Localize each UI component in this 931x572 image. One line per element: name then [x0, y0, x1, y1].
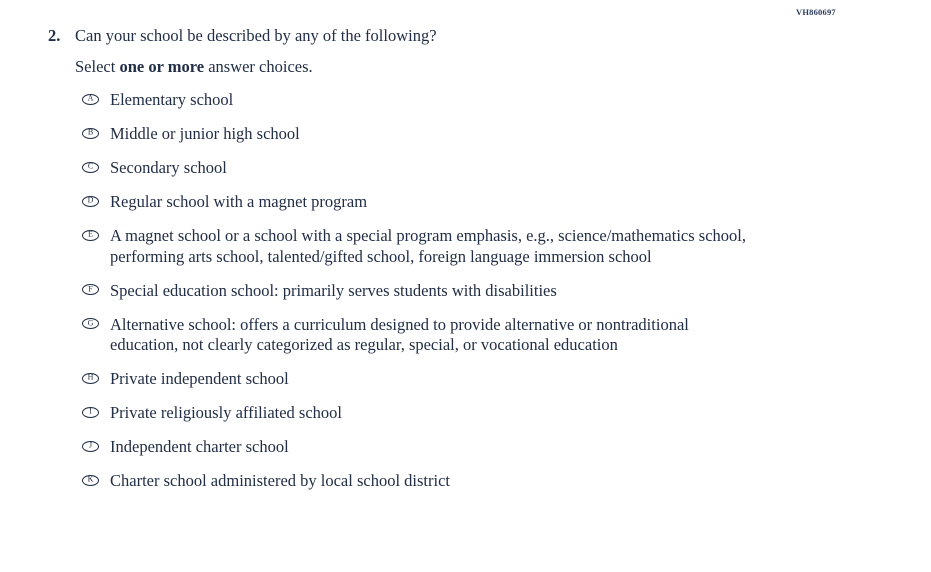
option-label: Special education school: primarily serves students with disabilities [110, 280, 557, 300]
answer-bubble-icon[interactable] [82, 475, 99, 486]
answer-bubble-icon[interactable] [82, 196, 99, 207]
bubble-letter: H [87, 372, 94, 382]
option-label: Elementary school [110, 90, 234, 109]
answer-option-a[interactable] [82, 90, 908, 111]
answer-option-g[interactable] [82, 315, 908, 356]
answer-bubble-icon[interactable] [82, 407, 99, 418]
bubble-letter: B [87, 127, 94, 137]
instruction-bold: one or more [119, 57, 205, 76]
option-label: Charter school administered by local school district [110, 471, 450, 490]
answer-option-i[interactable] [82, 403, 908, 424]
option-label: Regular school with a magnet program [110, 192, 368, 211]
answer-option-k[interactable] [82, 471, 908, 492]
answer-bubble-icon[interactable] [82, 441, 99, 452]
option-label: Middle or junior high school [110, 124, 300, 143]
bubble-letter: D [87, 195, 94, 205]
bubble-letter: I [89, 406, 92, 416]
option-label: Private independent school [110, 369, 289, 388]
answer-bubble-icon[interactable] [82, 128, 99, 139]
option-label: Alternative school: offers a curriculum designed to provide alternative or nontraditional education, not clearly categorized as regular, special, or vocational education [110, 314, 689, 354]
answer-option-f[interactable] [82, 281, 908, 302]
answer-option-j[interactable] [82, 437, 908, 458]
answer-options-list [82, 90, 908, 492]
bubble-letter: F [88, 284, 93, 293]
question-number: 2. [48, 26, 61, 45]
question-text: Can your school be described by any of the following? [75, 26, 437, 45]
option-label: Secondary school [110, 158, 227, 177]
option-label: Private religiously affiliated school [110, 403, 343, 422]
answer-option-c[interactable] [82, 158, 908, 179]
answer-bubble-icon[interactable] [82, 162, 99, 173]
instruction-prefix: Select [75, 57, 120, 76]
bubble-letter: J [88, 440, 93, 450]
bubble-letter: G [87, 318, 94, 327]
bubble-letter: K [87, 474, 94, 484]
option-label: A magnet school or a school with a special program emphasis, e.g., science/mathematics school, performing arts school, talented/gifted school, foreign language immersion school [110, 226, 746, 266]
question-instruction [75, 57, 908, 77]
instruction-suffix: answer choices. [204, 57, 313, 76]
answer-option-e[interactable] [82, 226, 908, 267]
question-block [48, 26, 908, 505]
option-label: Independent charter school [110, 437, 289, 456]
answer-option-b[interactable] [82, 124, 908, 145]
question-line [48, 26, 908, 46]
bubble-letter: A [87, 93, 94, 103]
answer-bubble-icon[interactable] [82, 284, 99, 295]
answer-bubble-icon[interactable] [82, 373, 99, 384]
form-code: VH860697 [796, 7, 836, 17]
answer-option-h[interactable] [82, 369, 908, 390]
bubble-letter: C [87, 161, 94, 171]
answer-bubble-icon[interactable] [82, 230, 99, 241]
answer-bubble-icon[interactable] [82, 94, 99, 105]
answer-bubble-icon[interactable] [82, 318, 99, 329]
bubble-letter: E [88, 229, 93, 239]
answer-option-d[interactable] [82, 192, 908, 213]
